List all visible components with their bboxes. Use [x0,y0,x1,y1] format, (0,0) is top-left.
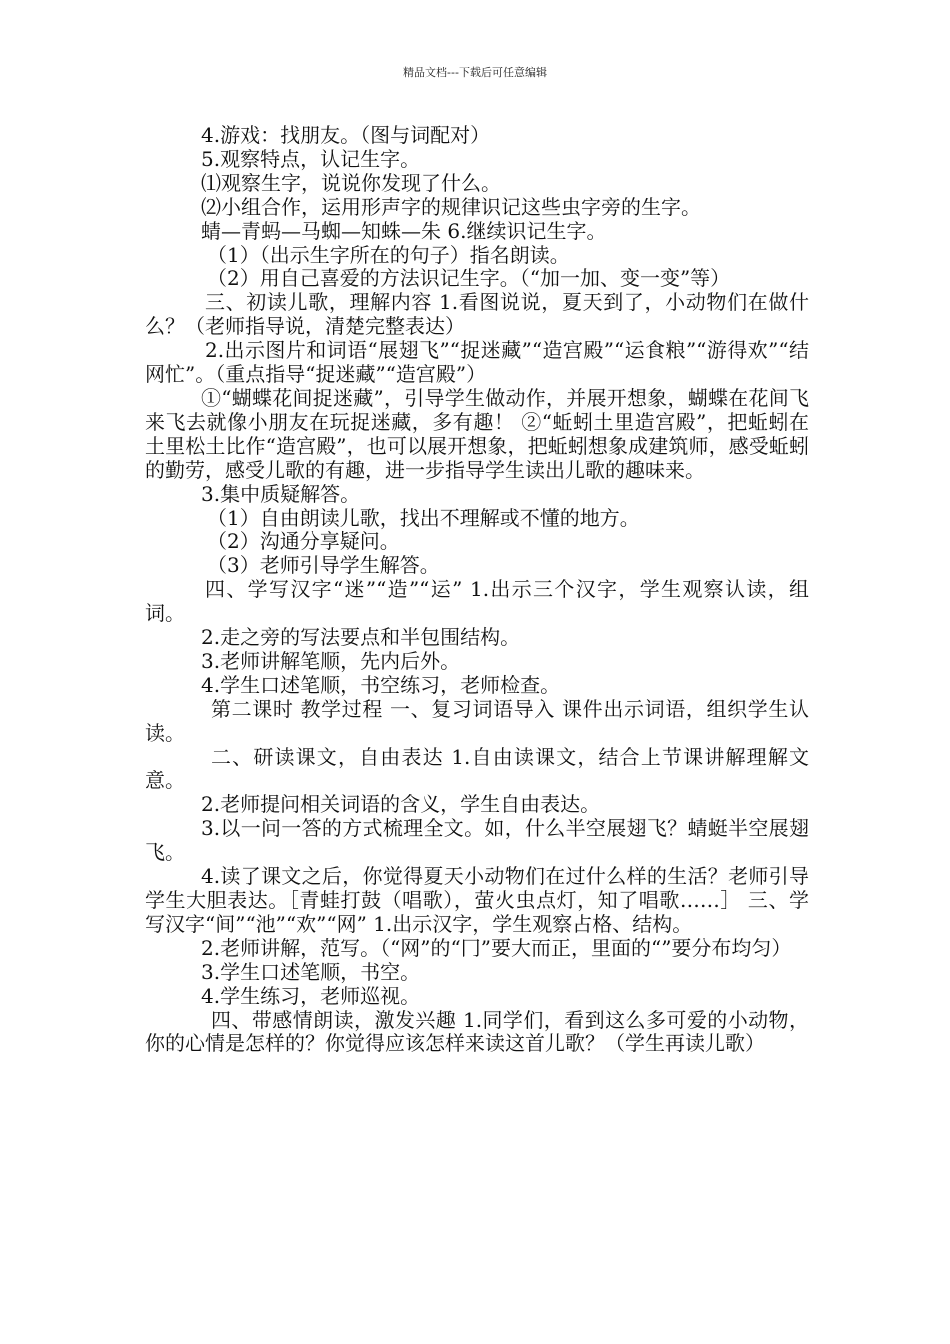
paragraph: 3.集中质疑解答。 [201,481,361,506]
paragraph: 第二课时 教学过程 一、复习词语导入 课件出示词语，组织学生认读。 [145,696,809,745]
paragraph: （3）老师引导学生解答。 [207,553,440,578]
paragraph: 四、带感情朗读，激发兴趣 1.同学们，看到这么多可爱的小动物，你的心情是怎样的？你觉得应该怎样来读这首儿歌？（学生再读儿歌） [145,1007,809,1056]
paragraph: ⑵小组合作，运用形声字的规律识记这些虫字旁的生字。 [201,194,701,219]
paragraph: 4.游戏：找朋友。（图与词配对） [201,123,491,147]
paragraph: 2.出示图片和词语“展翅飞”“捉迷藏”“造宫殿”“运食粮”“游得欢”“结网忙”。（重点指导“捉迷藏”“造宫殿”） [145,338,809,387]
paragraph: （1）（出示生字所在的句子）指名朗读。 [207,242,570,267]
paragraph: ⑴观察生字，说说你发现了什么。 [201,170,501,195]
paragraph: 3.以一问一答的方式梳理全文。如，什么半空展翅飞？蜻蜓半空展翅飞。 [145,816,809,865]
paragraph: （2）沟通分享疑问。 [207,529,400,554]
paragraph: （2）用自己喜爱的方法识记生字。（“加一加、变一变”等） [207,266,731,291]
paragraph: （1）自由朗读儿歌，找出不理解或不懂的地方。 [207,505,640,530]
paragraph: 蜻—青蚂—马蜘—知蛛—朱 6.继续识记生字。 [201,218,607,243]
paragraph: 2.老师提问相关词语的含义，学生自由表达。 [201,792,601,817]
paragraph: 3.学生口述笔顺，书空。 [201,959,421,984]
paragraph: 4.读了课文之后，你觉得夏天小动物们在过什么样的生活？老师引导学生大胆表达。［青蛙打鼓（唱歌），萤火虫点灯，知了唱歌……］ 三、学写汉字“间”“池”“欢”“网” 1.出示汉字，学生观察占格、结构。 [145,864,809,936]
paragraph: 4.学生口述笔顺，书空练习，老师检查。 [201,672,561,697]
paragraph: 4.学生练习，老师巡视。 [201,983,421,1008]
paragraph: 2.走之旁的写法要点和半包围结构。 [201,625,521,650]
document-body [145,124,809,1056]
paragraph: 二、研读课文，自由表达 1.自由读课文，结合上节课讲解理解文意。 [145,744,809,793]
paragraph: 三、初读儿歌，理解内容 1.看图说说，夏天到了，小动物们在做什么？（老师指导说，清楚完整表达） [145,290,809,339]
paragraph: 2.老师讲解，范写。（“网”的“冂”要大而正，里面的“”要分布均匀） [201,935,792,960]
paragraph: 四、学写汉字“迷”“造”“运” 1.出示三个汉字，学生观察认读，组词。 [145,577,809,626]
paragraph: 3.老师讲解笔顺，先内后外。 [201,648,461,673]
paragraph: 5.观察特点，认记生字。 [201,146,421,171]
paragraph: ①“蝴蝶花间捉迷藏”，引导学生做动作，并展开想象，蝴蝶在花间飞来飞去就像小朋友在玩捉迷藏，多有趣！ ②“蚯蚓土里造宫殿”，把蚯蚓在土里松土比作“造宫殿”，也可以展开想象，把蚯蚓想象成建筑师，感受蚯蚓的勤劳，感受儿歌的有趣，进一步指导学生读出儿歌的趣味来。 [145,385,809,482]
page-header: 精品文档---下载后可任意编辑 [403,66,547,79]
